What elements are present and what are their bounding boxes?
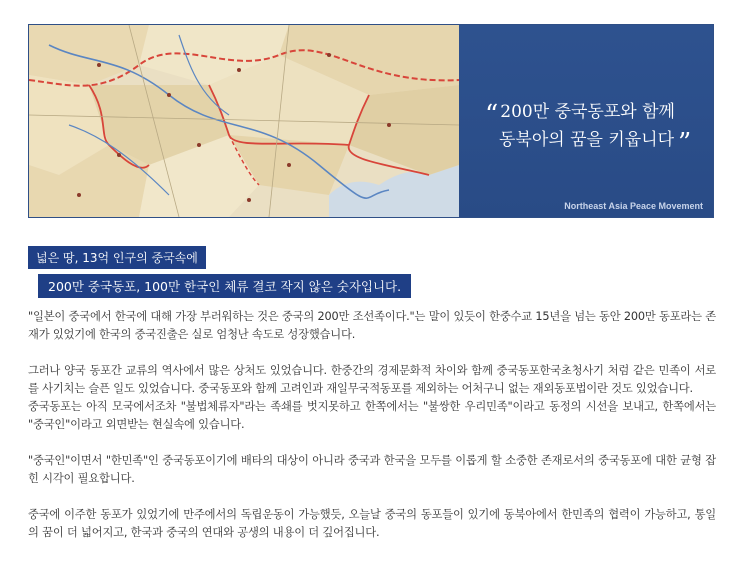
paragraph: 중국동포는 아직 모국에서조차 "불법체류자"라는 족쇄를 벗지못하고 한쪽에서는 "불쌍한 우리민족"이라고 동정의 시선을 보내고, 한쪽에서는 "중국인"이라고 외면받는 현실속에 있습니다. (28, 400, 716, 431)
map-illustration (29, 25, 459, 217)
northeast-asia-map-image (29, 25, 459, 217)
article-body (28, 308, 716, 560)
highlight-heading-1: 넓은 땅, 13억 인구의 중국속에 (28, 246, 206, 269)
paragraph: "일본이 중국에서 한국에 대해 가장 부러워하는 것은 중국의 200만 조선족이다."는 말이 있듯이 한중수교 15년을 넘는 동안 200만 동포라는 존재가 있었기에 한국의 중국진출은 실로 엄청난 속도로 성장했습니다. (28, 310, 716, 341)
highlight-heading-2: 200만 중국동포, 100만 한국인 체류 결코 작지 않은 숫자입니다. (38, 274, 411, 298)
slogan-line-1-text: 200만 중국동포와 함께 (500, 102, 675, 122)
slogan-line-2 (499, 125, 691, 158)
open-quote-mark: “ (485, 100, 499, 130)
banner-slogan-panel (459, 25, 713, 217)
paragraph: 그러나 양국 동포간 교류의 역사에서 많은 상처도 있었습니다. 한중간의 경제문화적 차이와 함께 중국동포한국초청사기 처럼 같은 민족이 서로를 사기치는 슬픈 일도 있었습니다. 중국동포와 함께 고려인과 재일무국적동포를 제외하는 어처구니 없는 재외동포법이란 것도 있었습니다. (28, 364, 716, 395)
paragraph: 중국에 이주한 동포가 있었기에 만주에서의 독립운동이 가능했듯, 오늘날 중국의 동포들이 있기에 동북아에서 한민족의 협력이 가능하고, 통일의 꿈이 더 넓어지고, 한국과 중국의 연대와 공생의 내용이 더 깊어집니다. (28, 508, 716, 539)
hero-banner (28, 24, 714, 218)
close-quote-mark: ” (678, 128, 692, 158)
slogan-line-2-text: 동북아의 꿈을 키웁니다 (499, 130, 675, 150)
banner-tagline: Northeast Asia Peace Movement (564, 201, 703, 211)
paragraph: "중국인"이면서 "한민족"인 중국동포이기에 배타의 대상이 아니라 중국과 한국을 모두를 이롭게 할 소중한 존재로서의 중국동포에 대한 균형 잡힌 시각이 필요합니다. (28, 454, 716, 485)
